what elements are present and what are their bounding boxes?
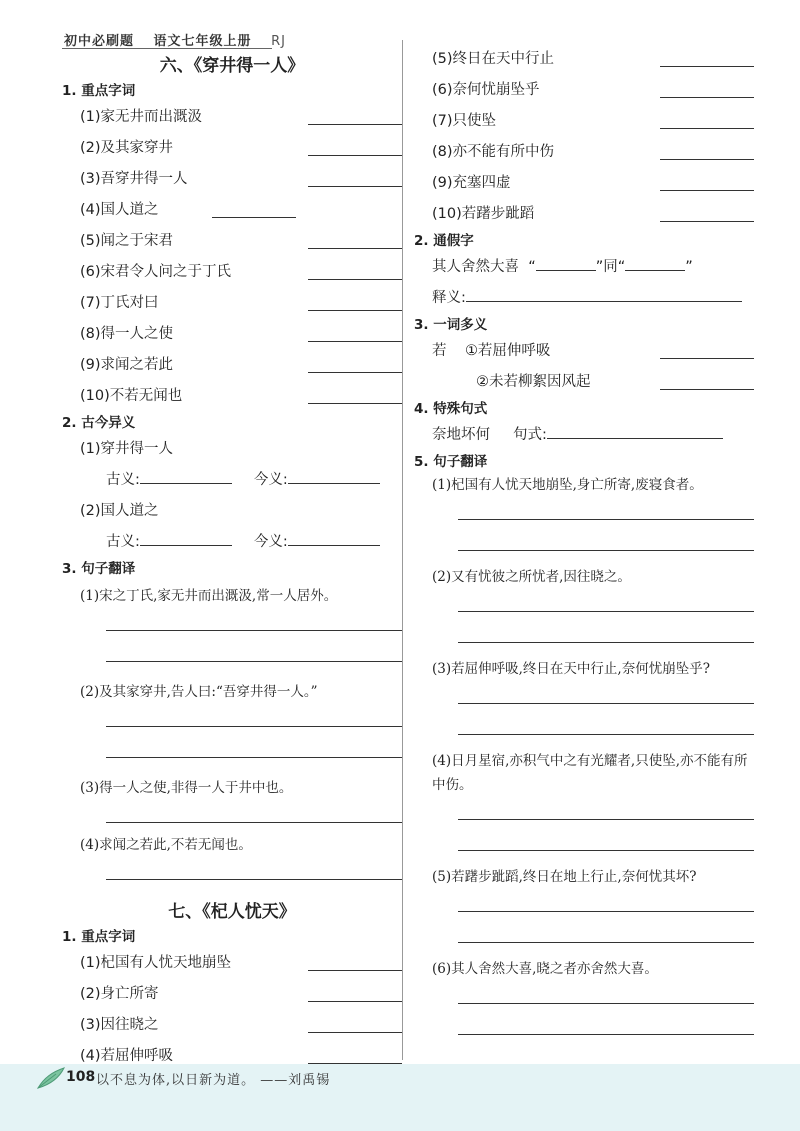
answer-blank[interactable] bbox=[660, 128, 754, 129]
answer-blank[interactable] bbox=[308, 310, 402, 311]
s7-translate-2: (2)又有忧彼之所忧者,因往晓之。 bbox=[432, 569, 631, 585]
right-column bbox=[414, 44, 754, 1035]
answer-line[interactable] bbox=[458, 850, 754, 851]
shiyi-blank[interactable] bbox=[466, 285, 742, 302]
answer-blank[interactable] bbox=[308, 248, 402, 249]
s7-word-item-9: (9)充塞四虚 bbox=[414, 168, 754, 199]
s6-translate-1: (1)宋之丁氏,家无井而出溉汲,常一人居外。 bbox=[80, 588, 338, 604]
s7-translate-4: (4)日月星宿,亦积气中之有光耀者,只使坠,亦不能有所中伤。 bbox=[432, 753, 748, 793]
section-6-title: 六、《穿井得一人》 bbox=[159, 56, 305, 76]
answer-line[interactable] bbox=[458, 642, 754, 643]
answer-line[interactable] bbox=[106, 630, 402, 631]
s6-gujin-item-1: (1)穿井得一人 bbox=[80, 441, 174, 457]
answer-line[interactable] bbox=[458, 734, 754, 735]
header-rule bbox=[62, 48, 272, 49]
page-header bbox=[64, 30, 300, 49]
s6-part3-title: 3. 句子翻译 bbox=[62, 561, 136, 577]
answer-blank[interactable] bbox=[660, 389, 754, 390]
answer-blank[interactable] bbox=[308, 186, 402, 187]
jushi-blank[interactable] bbox=[547, 422, 723, 439]
answer-line[interactable] bbox=[458, 1034, 754, 1035]
edition-label: RJ bbox=[271, 34, 286, 49]
s7-translate-6: (6)其人舍然大喜,晓之者亦舍然大喜。 bbox=[432, 961, 658, 977]
answer-blank[interactable] bbox=[308, 372, 402, 373]
s6-word-item-5: (5)闻之于宋君 bbox=[62, 226, 402, 257]
jin-blank[interactable] bbox=[288, 531, 380, 546]
s7-translate-5: (5)若躇步跐蹈,终日在地上行止,奈何忧其坏? bbox=[432, 869, 697, 885]
answer-blank[interactable] bbox=[308, 341, 402, 342]
answer-blank[interactable] bbox=[308, 1032, 402, 1033]
jushi-row: 奈地坏何 句式: bbox=[414, 420, 754, 451]
answer-blank[interactable] bbox=[308, 970, 402, 971]
answer-blank[interactable] bbox=[660, 190, 754, 191]
answer-blank[interactable] bbox=[308, 403, 402, 404]
s6-word-item-1: (1)家无井而出溉汲 bbox=[62, 102, 402, 133]
answer-line[interactable] bbox=[106, 822, 402, 823]
answer-line[interactable] bbox=[458, 942, 754, 943]
s6-word-item-8: (8)得一人之使 bbox=[62, 319, 402, 350]
subject-name: 语文七年级上册 bbox=[153, 34, 252, 49]
answer-line[interactable] bbox=[458, 1003, 754, 1004]
answer-line[interactable] bbox=[106, 661, 402, 662]
s7-part2-title: 2. 通假字 bbox=[414, 233, 474, 249]
s6-word-item-3: (3)吾穿井得一人 bbox=[62, 164, 402, 195]
s7-translate-3: (3)若屈伸呼吸,终日在天中行止,奈何忧崩坠乎? bbox=[432, 661, 710, 677]
answer-line[interactable] bbox=[458, 911, 754, 912]
s7-word-item-8: (8)亦不能有所中伤 bbox=[414, 137, 754, 168]
s7-part1-title: 1. 重点字词 bbox=[62, 929, 136, 945]
jin-blank[interactable] bbox=[288, 469, 380, 484]
s6-word-item-6: (6)宋君令人问之于丁氏 bbox=[62, 257, 402, 288]
s7-word-item-2: (2)身亡所寄 bbox=[62, 979, 402, 1010]
tongjia-row: 其人舍然大喜 “ ”同“ ” bbox=[414, 252, 754, 283]
answer-blank[interactable] bbox=[308, 279, 402, 280]
answer-blank[interactable] bbox=[308, 124, 402, 125]
gu-blank[interactable] bbox=[140, 469, 232, 484]
s6-gujin-answer-1: 古义: 今义: bbox=[62, 465, 402, 496]
book-name: 初中必刷题 bbox=[64, 34, 135, 49]
gu-blank[interactable] bbox=[140, 531, 232, 546]
tongjia-blank-1[interactable] bbox=[536, 254, 596, 271]
answer-blank[interactable] bbox=[660, 159, 754, 160]
s7-word-item-4: (4)若屈伸呼吸 bbox=[62, 1041, 402, 1072]
column-divider bbox=[402, 40, 403, 1060]
page-footer bbox=[0, 1064, 800, 1131]
s6-word-item-4: (4)国人道之 bbox=[62, 195, 402, 226]
s7-word-item-1: (1)杞国有人忧天地崩坠 bbox=[62, 948, 402, 979]
left-column bbox=[62, 50, 402, 1072]
s7-word-item-7: (7)只使坠 bbox=[414, 106, 754, 137]
s7-translate-1: (1)杞国有人忧天地崩坠,身亡所寄,废寝食者。 bbox=[432, 477, 703, 493]
leaf-icon bbox=[36, 1066, 66, 1090]
section-7-title: 七、《杞人忧天》 bbox=[168, 902, 296, 922]
answer-line[interactable] bbox=[106, 726, 402, 727]
s6-translate-3: (3)得一人之使,非得一人于井中也。 bbox=[80, 780, 293, 796]
answer-blank[interactable] bbox=[308, 1001, 402, 1002]
answer-line[interactable] bbox=[458, 819, 754, 820]
s7-part5-title: 5. 句子翻译 bbox=[414, 454, 488, 470]
s6-gujin-answer-2: 古义: 今义: bbox=[62, 527, 402, 558]
s6-word-item-2: (2)及其家穿井 bbox=[62, 133, 402, 164]
answer-line[interactable] bbox=[458, 611, 754, 612]
answer-line[interactable] bbox=[458, 703, 754, 704]
footer-quote: 以不息为体,以日新为道。 ——刘禹锡 bbox=[96, 1073, 331, 1088]
yici-item-a: 若 ①若屈伸呼吸 bbox=[414, 336, 754, 367]
tongjia-blank-2[interactable] bbox=[625, 254, 685, 271]
answer-blank[interactable] bbox=[660, 221, 754, 222]
s6-translate-2: (2)及其家穿井,告人曰:“吾穿井得一人。” bbox=[80, 684, 318, 700]
answer-blank[interactable] bbox=[660, 66, 754, 67]
answer-line[interactable] bbox=[458, 550, 754, 551]
answer-line[interactable] bbox=[458, 519, 754, 520]
s7-word-item-6: (6)奈何忧崩坠乎 bbox=[414, 75, 754, 106]
yici-item-b: ②未若柳絮因风起 bbox=[414, 367, 754, 398]
s7-part3-title: 3. 一词多义 bbox=[414, 317, 488, 333]
s6-word-item-7: (7)丁氏对曰 bbox=[62, 288, 402, 319]
answer-blank[interactable] bbox=[660, 97, 754, 98]
s6-part2-title: 2. 古今异义 bbox=[62, 415, 136, 431]
s7-part4-title: 4. 特殊句式 bbox=[414, 401, 488, 417]
answer-blank[interactable] bbox=[212, 217, 296, 218]
answer-line[interactable] bbox=[106, 757, 402, 758]
s7-word-item-5: (5)终日在天中行止 bbox=[414, 44, 754, 75]
answer-blank[interactable] bbox=[660, 358, 754, 359]
s7-word-item-10: (10)若躇步跐蹈 bbox=[414, 199, 754, 230]
page-number: 108 bbox=[66, 1069, 96, 1085]
s6-gujin-item-2: (2)国人道之 bbox=[80, 503, 159, 519]
s6-word-item-9: (9)求闻之若此 bbox=[62, 350, 402, 381]
shiyi-row: 释义: bbox=[414, 283, 754, 314]
s6-word-item-10: (10)不若无闻也 bbox=[62, 381, 402, 412]
answer-blank[interactable] bbox=[308, 155, 402, 156]
s6-translate-4: (4)求闻之若此,不若无闻也。 bbox=[80, 837, 252, 853]
s6-part1-title: 1. 重点字词 bbox=[62, 83, 136, 99]
answer-line[interactable] bbox=[106, 879, 402, 880]
s7-word-item-3: (3)因往晓之 bbox=[62, 1010, 402, 1041]
